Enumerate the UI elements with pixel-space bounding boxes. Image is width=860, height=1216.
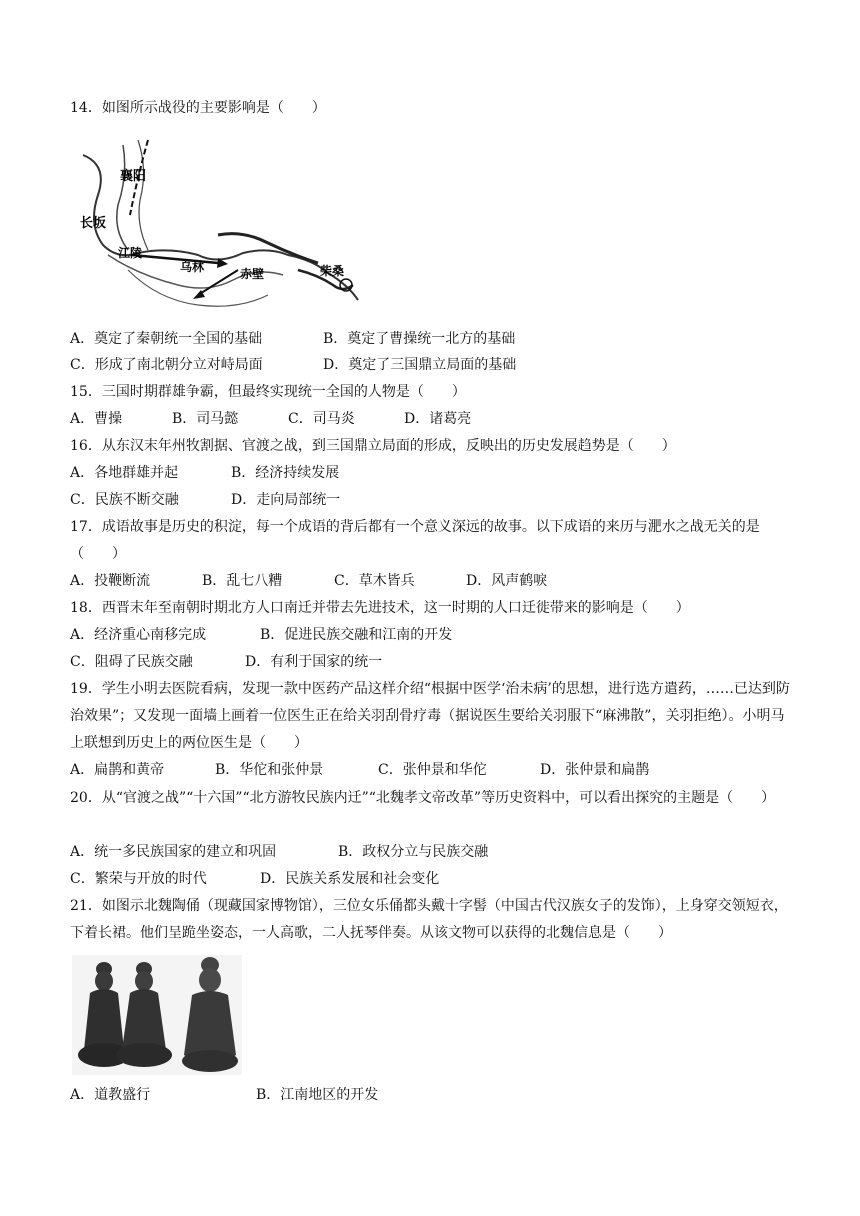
question-14-stem: 14．如图所示战役的主要影响是（ ） [70, 100, 326, 116]
question-14-options-row2 [70, 355, 516, 375]
option-17b[interactable]: B．乱七八糟 [202, 573, 283, 589]
option-21a[interactable]: A．道教盛行 [70, 1087, 151, 1103]
option-17d[interactable]: D．风声鹤唳 [466, 573, 548, 589]
map-label-chibi: 赤壁 [240, 267, 265, 281]
question-17-options [70, 571, 547, 591]
question-19-options [70, 760, 649, 780]
question-18-options-row1 [70, 625, 452, 645]
option-14d[interactable]: D．奠定了三国鼎立局面的基础 [323, 357, 517, 373]
option-20c[interactable]: C．繁荣与开放的时代 [70, 871, 207, 887]
option-14c[interactable]: C．形成了南北朝分立对峙局面 [70, 357, 263, 373]
option-16b[interactable]: B．经济持续发展 [231, 465, 340, 481]
option-19d[interactable]: D．张仲景和扁鹊 [540, 762, 650, 778]
map-label-changban: 长坂 [80, 216, 107, 231]
question-17-stem: 17．成语故事是历史的积淀，每一个成语的背后都有一个意义深远的故事。以下成语的来历与淝水之战无关的是（ ） [70, 519, 760, 562]
option-19a[interactable]: A．扁鹊和黄帝 [70, 762, 165, 778]
option-16a[interactable]: A．各地群雄并起 [70, 465, 179, 481]
map-label-chaisang: 柴桑 [320, 264, 345, 278]
question-20-options-row2 [70, 869, 439, 889]
question-21-stem: 21．如图示北魏陶俑（现藏国家博物馆），三位女乐俑都头戴十字髻（中国古代汉族女子的发饰），上身穿交领短衣，下着长裙。他们呈跪坐姿态，一人高歌，二人抚琴伴奏。从该文物可以获得的北魏信息是（ ） [70, 898, 788, 941]
option-20a[interactable]: A．统一多民族国家的建立和巩固 [70, 844, 277, 860]
question-14-options-row1 [70, 329, 515, 349]
question-16-options-row1 [70, 463, 339, 483]
option-18d[interactable]: D．有利于国家的统一 [245, 654, 383, 670]
battle-map-figure [68, 135, 368, 315]
option-19c[interactable]: C．张仲景和华佗 [378, 762, 487, 778]
pottery-figurines-photo [72, 955, 242, 1075]
question-19-stem: 19．学生小明去医院看病，发现一款中医药产品这样介绍“根据中医学‘治未病’的思想，进行选方遣药，……已达到防治效果”；又发现一面墙上画着一位医生正在给关羽刮骨疗毒（据说医生要给关羽服下“麻沸散”，关羽拒绝）。小明马上联想到历史上的两位医生是（ ） [70, 681, 790, 751]
option-18a[interactable]: A．经济重心南移完成 [70, 627, 207, 643]
question-18-stem: 18．西晋末年至南朝时期北方人口南迁并带去先进技术，这一时期的人口迁徙带来的影响是（ ） [70, 600, 690, 616]
option-16d[interactable]: D．走向局部统一 [231, 492, 341, 508]
question-20-options-row1 [70, 842, 488, 862]
option-17a[interactable]: A．投鞭断流 [70, 573, 151, 589]
option-15d[interactable]: D．诸葛亮 [404, 411, 472, 427]
option-14b[interactable]: B．奠定了曹操统一北方的基础 [323, 331, 516, 347]
question-15-options [70, 409, 471, 429]
option-19b[interactable]: B．华佗和张仲景 [215, 762, 324, 778]
option-15c[interactable]: C．司马炎 [288, 411, 355, 427]
option-20b[interactable]: B．政权分立与民族交融 [338, 844, 489, 860]
question-21-options [70, 1085, 378, 1105]
option-18c[interactable]: C．阻碍了民族交融 [70, 654, 193, 670]
question-15-stem: 15．三国时期群雄争霸，但最终实现统一全国的人物是（ ） [70, 384, 466, 400]
question-20-stem: 20．从“官渡之战”“十六国”“北方游牧民族内迁”“北魏孝文帝改革”等历史资料中，可以看出探究的主题是（ ） [70, 790, 776, 806]
map-label-wulin: 乌林 [180, 260, 205, 274]
option-14a[interactable]: A．奠定了秦朝统一全国的基础 [70, 331, 263, 347]
option-16c[interactable]: C．民族不断交融 [70, 492, 179, 508]
option-15b[interactable]: B．司马懿 [172, 411, 239, 427]
option-20d[interactable]: D．民族关系发展和社会变化 [260, 871, 440, 887]
question-16-stem: 16．从东汉末年州牧割据、官渡之战，到三国鼎立局面的形成，反映出的历史发展趋势是（ ） [70, 438, 676, 454]
option-18b[interactable]: B．促进民族交融和江南的开发 [260, 627, 453, 643]
question-16-options-row2 [70, 490, 340, 510]
option-21b[interactable]: B．江南地区的开发 [256, 1087, 379, 1103]
option-15a[interactable]: A．曹操 [70, 411, 123, 427]
question-18-options-row2 [70, 652, 382, 672]
map-label-xiangyang: 襄阳 [120, 169, 147, 184]
option-17c[interactable]: C．草木皆兵 [334, 573, 415, 589]
map-label-jiangling: 江陵 [118, 246, 143, 260]
